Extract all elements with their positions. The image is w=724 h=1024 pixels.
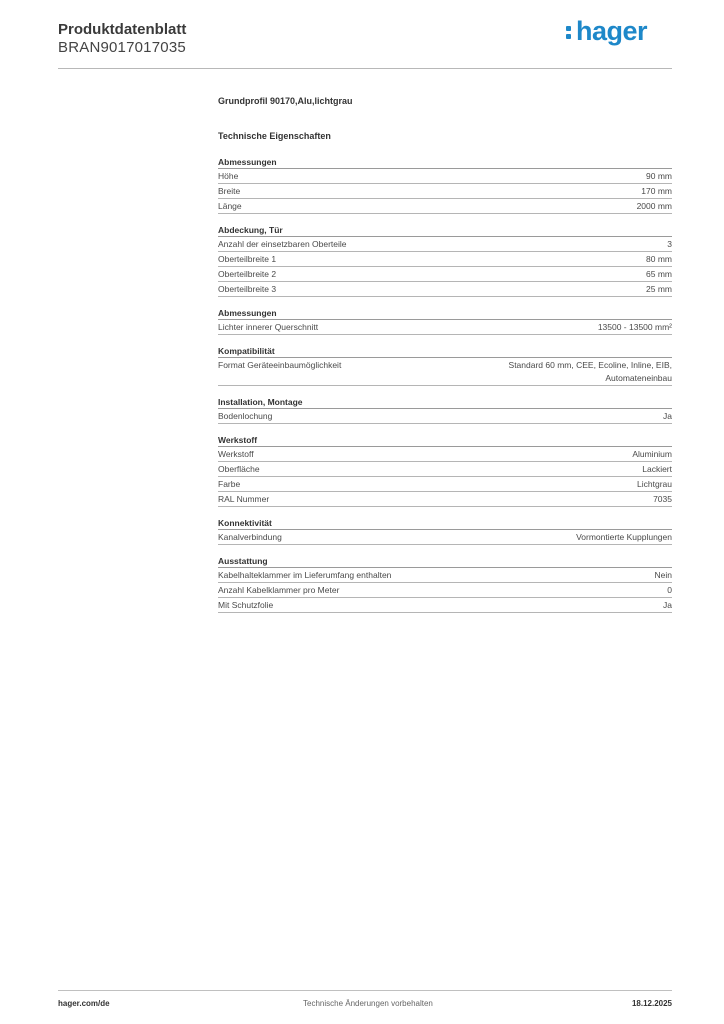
group-title: Installation, Montage [218,396,672,409]
property-row [218,598,672,613]
property-group [218,517,672,545]
property-value: 13500 - 13500 mm² [597,322,672,332]
property-row [218,462,672,477]
property-value: Lackiert [642,464,672,474]
property-value: Aluminium [632,449,672,459]
group-title: Konnektivität [218,517,672,530]
property-value: Nein [654,570,672,580]
group-title: Ausstattung [218,555,672,568]
hager-logo [566,16,647,46]
property-label: Format Geräteeinbaumöglichkeit [218,360,342,370]
property-label: RAL Nummer [218,494,270,504]
property-value: Lichtgrau [637,479,672,489]
group-title: Kompatibilität [218,345,672,358]
product-code: BRAN9017017035 [58,39,186,56]
footer-website: hager.com/de [58,999,110,1008]
property-row [218,320,672,335]
footer-disclaimer: Technische Änderungen vorbehalten [303,999,433,1008]
property-row [218,267,672,282]
property-label: Breite [218,186,241,196]
property-row [218,252,672,267]
property-group [218,345,672,386]
property-label: Länge [218,201,242,211]
property-label: Kabelhalteklammer im Lieferumfang enthalten [218,570,392,580]
property-value: 2000 mm [636,201,672,211]
property-label: Werkstoff [218,449,254,459]
section-heading: Technische Eigenschaften [218,131,331,141]
property-label: Farbe [218,479,241,489]
property-row [218,237,672,252]
properties-table [218,156,672,623]
property-label: Mit Schutzfolie [218,600,274,610]
property-value: 65 mm [646,269,672,279]
property-label: Lichter innerer Querschnitt [218,322,319,332]
property-label: Oberfläche [218,464,260,474]
property-row [218,583,672,598]
property-label: Höhe [218,171,239,181]
property-value: Vormontierte Kupplungen [576,532,672,542]
property-row [218,358,672,386]
property-group [218,156,672,214]
property-label: Oberteilbreite 3 [218,284,277,294]
property-row [218,530,672,545]
property-group [218,307,672,335]
header-divider [58,68,672,69]
property-value: Ja [663,600,672,610]
property-value: 90 mm [646,171,672,181]
product-name: Grundprofil 90170,Alu,lichtgrau [218,96,353,106]
group-title: Abmessungen [218,307,672,320]
property-value: 7035 [653,494,672,504]
property-row [218,169,672,184]
property-label: Oberteilbreite 1 [218,254,277,264]
property-value: 25 mm [646,284,672,294]
property-value: Standard 60 mm, CEE, Ecoline, Inline, EIB, Automateneinbau [508,360,672,383]
property-label: Kanalverbindung [218,532,282,542]
property-row [218,447,672,462]
property-row [218,282,672,297]
property-value: 3 [667,239,672,249]
logo-colon-icon [566,20,574,40]
property-label: Oberteilbreite 2 [218,269,277,279]
property-label: Anzahl Kabelklammer pro Meter [218,585,340,595]
property-row [218,477,672,492]
property-row [218,492,672,507]
property-value: 170 mm [641,186,672,196]
property-label: Bodenlochung [218,411,273,421]
property-group [218,555,672,613]
footer-divider [58,990,672,991]
property-group [218,396,672,424]
group-title: Abdeckung, Tür [218,224,672,237]
logo-text: hager [576,16,648,46]
document-title: Produktdatenblatt [58,21,187,38]
group-title: Werkstoff [218,434,672,447]
property-row [218,409,672,424]
property-label: Anzahl der einsetzbaren Oberteile [218,239,347,249]
property-group [218,224,672,297]
property-row [218,568,672,583]
property-value: 0 [667,585,672,595]
property-value: Ja [663,411,672,421]
property-row [218,184,672,199]
property-value: 80 mm [646,254,672,264]
footer-date: 18.12.2025 [631,999,672,1008]
group-title: Abmessungen [218,156,672,169]
property-group [218,434,672,507]
property-row [218,199,672,214]
